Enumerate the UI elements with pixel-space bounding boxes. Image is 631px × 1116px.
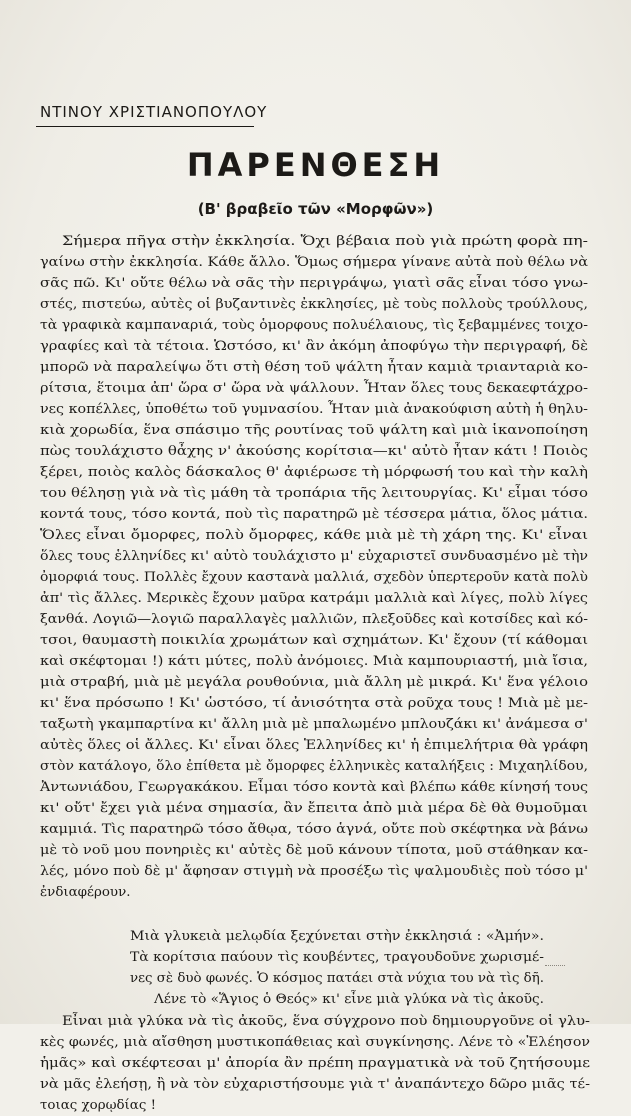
text-line: αὐτὲς ὅλες οἱ ἄλλες. Κι' εἶναι ὅλες Ἑλληνίδες κι' ἡ ἐπιμελήτρια θὰ γράφη [40, 738, 588, 753]
text-line: στὸν κατάλογο, ὅλο ἐπίθετα μὲ ὄμορφες ἑλληνικὲς καταλήξεις : Μιχαηλίδου, [40, 759, 588, 774]
text-line: ἡμᾶς» καὶ σκέφτεσαι μ' ἀπορία ἂν πρέπη πραγματικὰ νὰ τοῦ ζητήσουμε [40, 1056, 590, 1071]
text-line: Ὅλες εἶναι ὄμορφες, πολὺ ὄμορφες, κάθε μιὰ μὲ τὴ χάρη της. Κι' εἶναι [40, 528, 588, 543]
text-line: ὀμορφιά τους. Πολλὲς ἔχουν καστανὰ μαλλιά, σχεδὸν ὑπερτεροῦν κατὰ πολὺ [40, 570, 588, 585]
text-line: μιὰ στραβή, μιὰ μὲ μεγάλα ρουθούνια, μιὰ ἄλλη μὲ μικρά. Κι' ἕνα γέλοιο [40, 675, 588, 690]
text-line: κιὰ χορωδία, ἕνα σπάσιμο τῆς ρουτίνας τοῦ ψάλτη καὶ μιὰ ἱκανοποίηση [40, 423, 588, 438]
text-line: τὰ γραφικὰ καμπαναριά, τοὺς ὁμορφους πολυέλαιους, τὶς ξεβαμμένες τοιχο- [40, 318, 588, 333]
article-subtitle: (Β' βραβεῖο τῶν «Μορφῶν») [197, 200, 434, 218]
text-line: κοντά τους, τόσο κοντά, ποὺ τὶς παρατηρῶ μὲ τέσσερα μάτια, ὅλος μάτια. [40, 507, 588, 522]
text-line: καὶ σκέφτομαι !) κάτι μύτες, πολὺ ἀνόμοιες. Μιὰ καμπουριαστή, μιὰ ἴσια, [40, 654, 588, 669]
text-line: Εἶναι μιὰ γλύκα νὰ τὶς ἀκοῦς, ἕνα σύγχρονο ποὺ δημιουργοῦνε οἱ γλυ- [62, 1014, 590, 1029]
text-line: κὲς φωνές, μιὰ αἴσθηση μυστικοπάθειας καὶ συγκίνησης. Λένε τὸ «Ἐλέησον [40, 1035, 590, 1050]
text-line: μὲ τὸ νοῦ μου πονηριὲς κι' αὐτὲς δὲ μοῦ κάνουν τίποτα, μοῦ στάθηκαν κα- [40, 843, 588, 858]
text-line: σᾶς πῶ. Κι' οὔτε θέλω νὰ σᾶς τὴν περιγράψω, γιατὶ σᾶς εἶναι τόσο γνω- [40, 276, 588, 291]
text-line: νες κοπέλλες, ὑποθέτω τοῦ γυμνασίου. Ἦταν μιὰ ἀνακούφιση αὐτὴ ἡ θηλυ- [40, 402, 588, 417]
page-mark [545, 965, 565, 966]
text-line: γαίνω στὴν ἐκκλησία. Κάθε ἄλλο. Ὅμως σήμερα γίνανε αὐτὰ ποὺ θέλω νὰ [40, 255, 588, 270]
text-line: ἐνδιαφέρουν. [40, 885, 131, 900]
text-line: ταξωτὴ γκαμπαρτίνα κι' ἄλλη μιὰ μὲ μπαλωμένο μπλουζάκι κι' ἀνάμεσα σ' [40, 717, 588, 732]
text-line: καμμιά. Τὶς παρατηρῶ τόσο ἄθῳα, τόσο ἁγνά, οὔτε ποὺ σκέφτηκα νὰ βάνω [40, 822, 588, 837]
text-line: Σήμερα πῆγα στὴν ἐκκλησία. Ὄχι βέβαια ποὺ γιὰ πρώτη φορὰ πη- [62, 234, 588, 249]
author-name: ΝΤΙΝΟΥ ΧΡΙΣΤΙΑΝΟΠΟΥΛΟΥ [40, 103, 268, 121]
text-line: κι' οὔτ' ἔχει γιὰ μένα σημασία, ἂν ἔπειτα ἀπὸ μιὰ μέρα δὲ θὰ θυμοῦμαι [40, 801, 588, 816]
text-line: τσοι, θαυμαστὴ ποικιλία χρωμάτων καὶ σχημάτων. Κι' ἔχουν (τί κάθομαι [40, 633, 588, 648]
text-line: ὅλες τους ἑλληνίδες κι' αὐτὸ τουλάχιστο μ' εὐχαριστεῖ συνδυασμένο μὲ τὴν [40, 549, 588, 564]
text-line: νὰ μᾶς ἐλεήσῃ, ἢ νὰ τὸν εὐχαριστήσουμε γιὰ τ' ἀναπάντεχο δῶρο μιᾶς τέ- [40, 1077, 590, 1092]
article-title: ΠΑΡΕΝΘΕΣΗ [186, 146, 445, 184]
author-underline [36, 126, 254, 127]
text-line: τοιας χορῳδίας ! [40, 1098, 156, 1113]
text-line: ἀπ' τὶς ἄλλες. Μερικὲς ἔχουν μαῦρα κατράμι μαλλιὰ καὶ λίγες, πολὺ λίγες [40, 591, 588, 606]
text-line: του θέλησῃ γιὰ νὰ τὶς μάθη τὰ τροπάρια τῆς λειτουργίας. Κι' εἶμαι τόσο [40, 486, 588, 501]
text-line: ρίτσια, ἕτοιμα ἀπ' ὥρα σ' ὥρα νὰ ψάλλουν. Ἦταν ὅλες τους δεκαεφτάχρο- [40, 381, 588, 396]
text-line: πὼς τουλάχιστο θἆχης ν' ἀκούσης κορίτσια—κι' αὐτὸ ἦταν κάτι ! Ποιὸς [40, 444, 588, 459]
text-line: στές, πιστεύω, αὐτὲς οἱ βυζαντινὲς ἐκκλησίες, μὲ τοὺς πολλοὺς τρούλλους, [40, 297, 588, 312]
text-line: μπορῶ νὰ παραλείψω ὅτι στὴ θέση τοῦ ψάλτη ἦταν καμιὰ τριανταριὰ κο- [40, 360, 588, 375]
text-line: λές, μόνο ποὺ δὲ μ' ἄφησαν στιγμὴ νὰ προσέξω τὶς ψαλμουδιὲς ποὺ τόσο μ' [40, 864, 588, 879]
text-line: γραφίες καὶ τὰ τέτοια. Ὡστόσο, κι' ἂν ἀκόμη ἀποφύγω τὴν περιγραφή, δὲ [40, 339, 588, 354]
text-line: ξέρει, ποιὸς καλὸς δάσκαλος θ' ἀφιέρωσε τὴ μόρφωσή του καὶ τὴν καλὴ [40, 465, 588, 480]
text-line: Μιὰ γλυκειὰ μελῳδία ξεχύνεται στὴν ἐκκλησιά : «Ἀμήν». [130, 929, 544, 944]
text-line: Τὰ κορίτσια παύουν τὶς κουβέντες, τραγουδοῦνε χωρισμέ- [130, 950, 544, 965]
text-line: Ἀντωνιάδου, Γεωργακάκου. Εἶμαι τόσο κοντὰ καὶ βλέπω κάθε κίνησή τους [40, 780, 588, 795]
text-line: κι' ἕνα πρόσωπο ! Κι' ὡστόσο, τί ἀνισότητα στὰ ροῦχα τους ! Μιὰ μὲ με- [40, 696, 588, 711]
text-line: Λένε τὸ «Ἅγιος ὁ Θεός» κι' εἶνε μιὰ γλύκα νὰ τὶς ἀκοῦς. [154, 992, 544, 1007]
text-line: ξανθά. Λογιῶ—λογιῶ παραλλαγὲς μαλλιῶν, πλεξοῦδες καὶ κοτσίδες καὶ κό- [40, 612, 588, 627]
text-line: νες σὲ δυὸ φωνές. Ὁ κόσμος πατάει στὰ νύχια του νὰ τὶς δῆ. [130, 971, 544, 986]
